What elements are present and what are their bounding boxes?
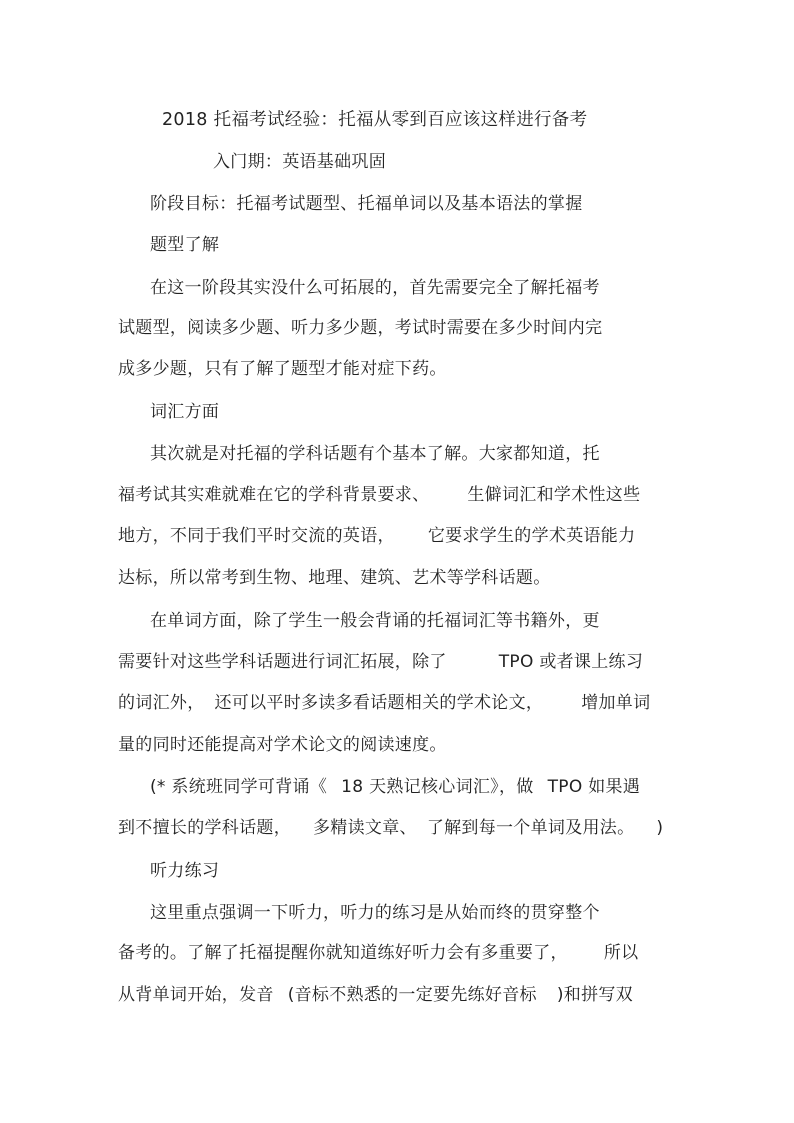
paragraph-line: 成多少题，只有了解了题型才能对症下药。: [118, 359, 447, 379]
text-segment: 它要求学生的学术英语能力: [427, 526, 636, 546]
paragraph-line: [118, 651, 643, 673]
text-segment: 的词汇外，: [118, 693, 205, 713]
note-line: [118, 817, 663, 839]
text-segment: 18 天熟记核心词汇》，做: [341, 777, 534, 797]
text-segment: 还可以平时多读多看话题相关的学术论文，: [214, 693, 544, 713]
document-title: 2018 托福考试经验：托福从零到百应该这样进行备考: [162, 110, 588, 130]
text-segment: 到不擅长的学科话题，: [118, 818, 291, 838]
stage-goal: 阶段目标：托福考试题型、托福单词以及基本语法的掌握: [150, 194, 583, 214]
paragraph-line: 其次就是对托福的学科话题有个基本了解。大家都知道，托: [150, 444, 600, 464]
text-segment: 地方，不同于我们平时交流的英语，: [118, 526, 395, 546]
text-segment: (* 系统班同学可背诵《: [150, 777, 328, 797]
paragraph-line: 量的同时还能提高对学术论文的阅读速度。: [118, 735, 447, 755]
note-line: [150, 776, 640, 798]
section-heading-question-types: 题型了解: [150, 235, 220, 255]
text-segment: 从背单词开始，发音: [118, 985, 274, 1005]
section-heading-listening: 听力练习: [150, 861, 220, 881]
paragraph-line: [118, 984, 633, 1006]
text-segment: 福考试其实难就难在它的学科背景要求、: [118, 485, 430, 505]
paragraph-line: 在这一阶段其实没什么可拓展的，首先需要完全了解托福考: [150, 278, 600, 298]
text-segment: 多精读文章、: [313, 818, 417, 838]
text-segment: TPO 或者课上练习: [498, 652, 644, 672]
paragraph-line: [118, 942, 638, 964]
stage-heading: 入门期：英语基础巩固: [213, 152, 386, 172]
text-segment: TPO 如果遇: [547, 777, 641, 797]
text-segment: 生僻词汇和学术性这些: [467, 485, 641, 505]
text-segment: )和拼写双: [556, 985, 633, 1005]
text-segment: 备考的。了解了托福提醒你就知道练好听力会有多重要了，: [118, 943, 568, 963]
text-segment: 所以: [603, 943, 639, 963]
text-segment: 了解到每一个单词及用法。: [426, 818, 635, 838]
paragraph-line: [118, 692, 650, 714]
text-segment: ): [656, 818, 664, 838]
text-segment: 需要针对这些学科话题进行词汇拓展，除了: [118, 652, 447, 672]
text-segment: (音标不熟悉的一定要先练好音标: [287, 985, 537, 1005]
paragraph-line: 达标，所以常考到生物、地理、建筑、艺术等学科话题。: [118, 568, 551, 588]
section-heading-vocabulary: 词汇方面: [150, 402, 220, 422]
text-segment: 增加单词: [581, 693, 651, 713]
paragraph-line: [118, 484, 640, 506]
paragraph-line: 在单词方面，除了学生一般会背诵的托福词汇等书籍外，更: [150, 611, 600, 631]
paragraph-line: 试题型，阅读多少题、听力多少题，考试时需要在多少时间内完: [118, 318, 603, 338]
paragraph-line: [118, 525, 635, 547]
paragraph-line: 这里重点强调一下听力，听力的练习是从始而终的贯穿整个: [150, 903, 600, 923]
